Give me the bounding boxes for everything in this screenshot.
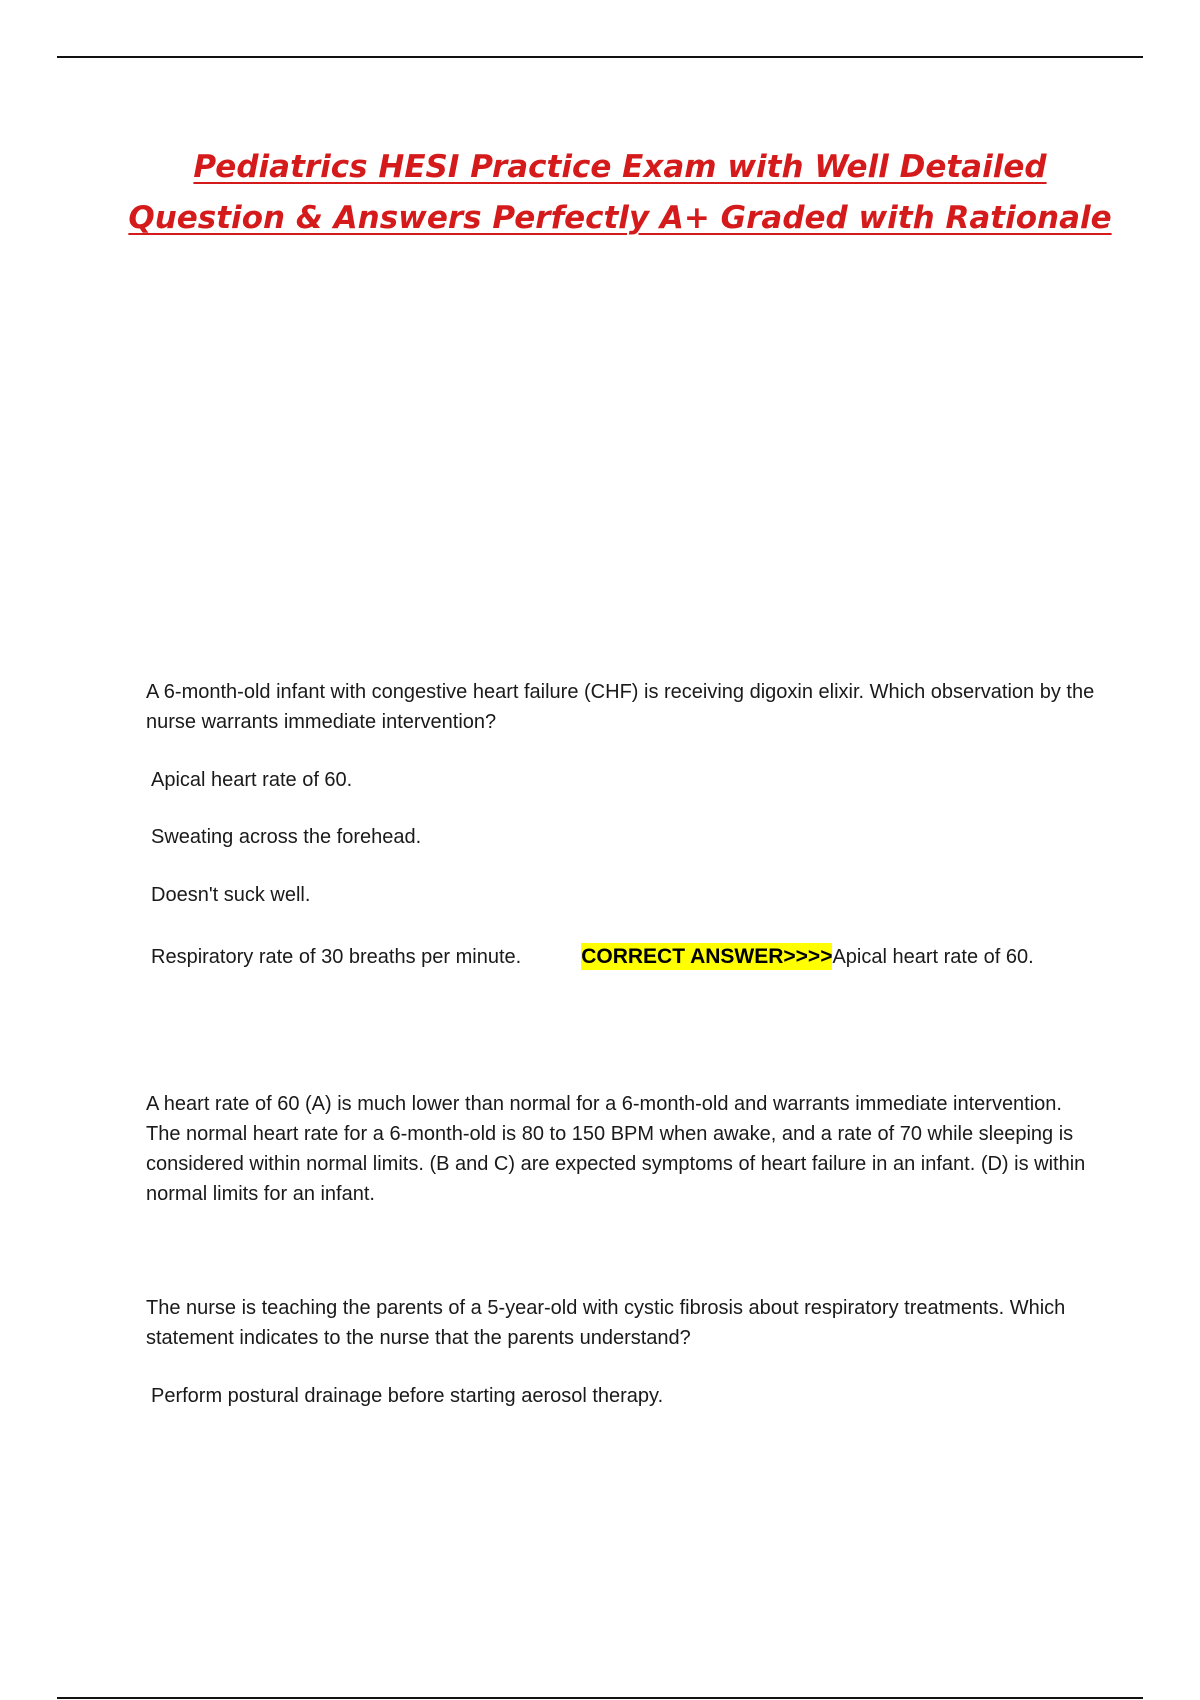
question-1-option-c: Doesn't suck well.: [151, 884, 311, 906]
top-rule: [57, 56, 1143, 58]
question-1-option-a: Apical heart rate of 60.: [151, 769, 353, 791]
title-line-1: Pediatrics HESI Practice Exam with Well Detailed: [193, 149, 1047, 185]
document-title: [80, 142, 1160, 244]
question-2-prompt: The nurse is teaching the parents of a 5-year-old with cystic fibrosis about respiratory treatments. Which statement indicates to the nurse that the parents understand?: [146, 1297, 1066, 1349]
title-line-2: Question & Answers Perfectly A+ Graded with Rationale: [128, 200, 1112, 236]
question-1-option-b: Sweating across the forehead.: [151, 826, 422, 848]
correct-answer-badge: CORRECT ANSWER>>>>: [581, 945, 833, 968]
question-1-prompt: A 6-month-old infant with congestive heart failure (CHF) is receiving digoxin elixir. Which observation by the nurse warrants immediate intervention?: [146, 681, 1095, 733]
bottom-rule: [57, 1697, 1143, 1699]
correct-answer-text: Apical heart rate of 60.: [832, 946, 1034, 968]
question-1-option-d-row: [146, 942, 1096, 972]
question-2-option-a: Perform postural drainage before starting aerosol therapy.: [151, 1385, 664, 1407]
question-1-option-d: Respiratory rate of 30 breaths per minute.: [151, 946, 522, 968]
question-1-rationale: A heart rate of 60 (A) is much lower than normal for a 6-month-old and warrants immediate intervention. The normal heart rate for a 6-month-old is 80 to 150 BPM when awake, and a rate of 70 while sleeping is considered within normal limits. (B and C) are expected symptoms of heart failure in an infant. (D) is within normal limits for an infant.: [146, 1093, 1086, 1205]
